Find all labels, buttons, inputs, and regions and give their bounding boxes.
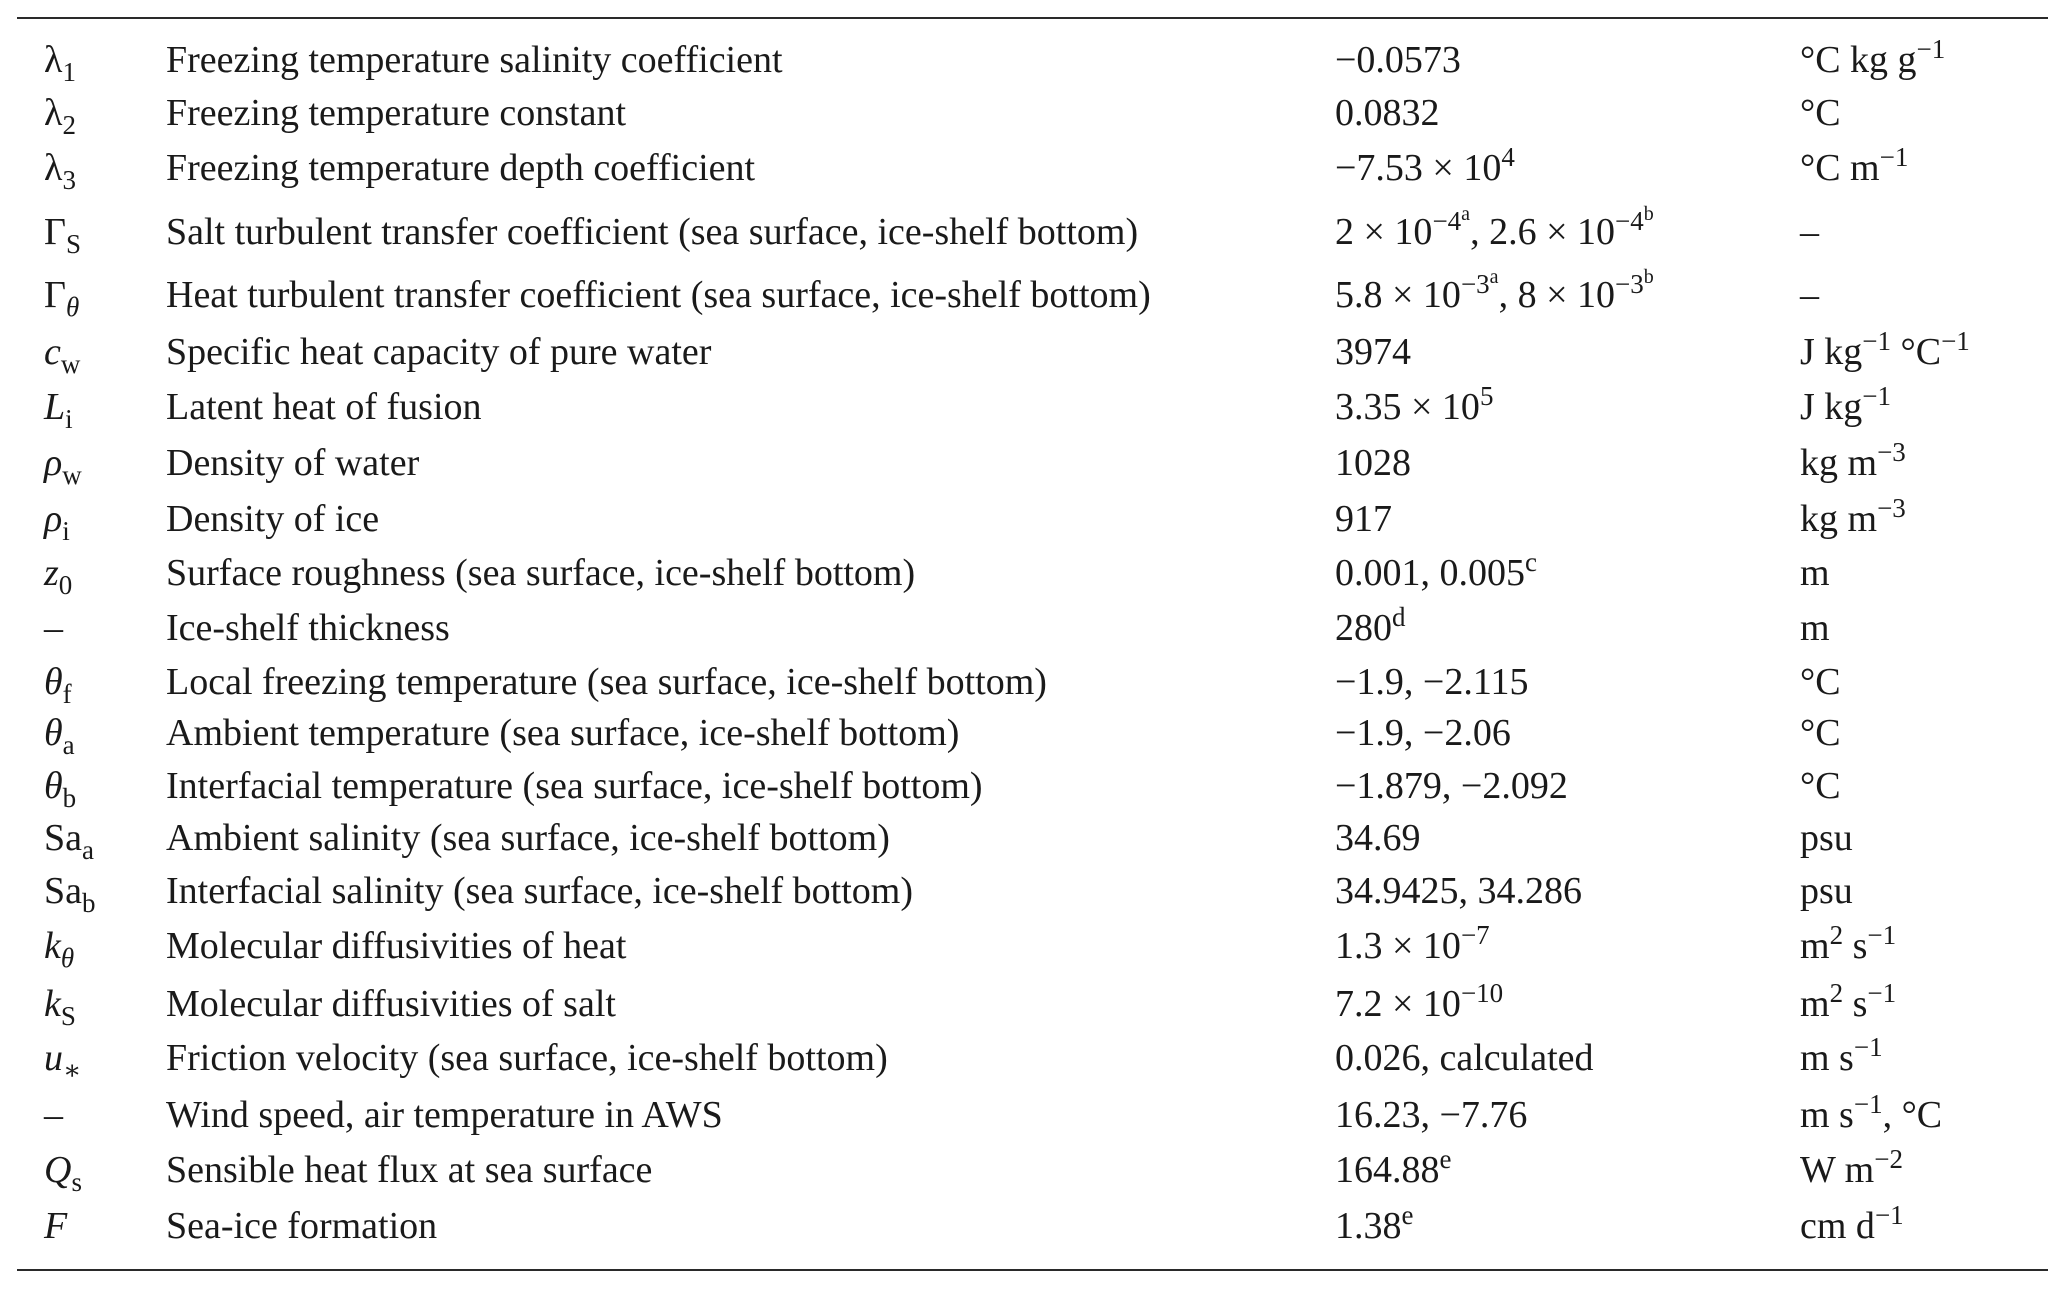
table-row: [0, 657, 2067, 707]
unit-segment: −1: [1916, 34, 1946, 64]
symbol-segment: θ: [44, 765, 63, 807]
value-segment: −3: [1615, 269, 1644, 299]
unit-cell: [1800, 1033, 1883, 1083]
value-cell: [1335, 708, 1511, 758]
description-cell: Freezing temperature salinity coefficient: [166, 39, 783, 81]
unit-segment: J kg: [1800, 386, 1863, 428]
value-cell: [1335, 1033, 1594, 1083]
symbol-cell: [44, 657, 72, 707]
symbol-segment: a: [62, 730, 75, 760]
table-row: [0, 708, 2067, 758]
description-cell: Friction velocity (sea surface, ice-shelf bottom): [166, 1037, 888, 1079]
value-segment: b: [1643, 266, 1654, 288]
value-segment: 1.38: [1335, 1205, 1402, 1247]
unit-segment: −1: [1941, 326, 1970, 356]
value-segment: 3.35 × 10: [1335, 386, 1480, 428]
value-segment: −7.53 × 10: [1335, 147, 1502, 189]
symbol-segment: L: [44, 386, 66, 428]
unit-cell: [1800, 603, 1830, 653]
symbol-segment: c: [44, 331, 61, 373]
description-cell: Local freezing temperature (sea surface, ice-shelf bottom): [166, 661, 1047, 703]
value-cell: [1335, 266, 1654, 320]
symbol-segment: λ: [44, 39, 63, 81]
unit-segment: −3: [1877, 493, 1906, 523]
unit-cell: [1800, 1201, 1904, 1251]
symbol-segment: Sa: [44, 870, 82, 912]
symbol-segment: u: [44, 1037, 63, 1079]
value-segment: a: [1461, 203, 1471, 225]
unit-segment: psu: [1800, 870, 1853, 912]
symbol-cell: [44, 548, 72, 598]
description-cell: Wind speed, air temperature in AWS: [166, 1094, 723, 1136]
unit-segment: −1: [1862, 326, 1892, 356]
value-cell: [1335, 548, 1537, 598]
unit-cell: [1800, 438, 1906, 488]
table-row: [0, 603, 2067, 653]
value-segment: 5: [1479, 381, 1494, 411]
unit-segment: psu: [1800, 817, 1853, 859]
unit-segment: −1: [1862, 381, 1892, 411]
unit-segment: –: [1800, 211, 1819, 253]
table-row: [0, 979, 2067, 1029]
unit-cell: [1800, 657, 1841, 707]
value-segment: 3974: [1335, 331, 1411, 373]
unit-cell: [1800, 866, 1853, 916]
unit-segment: s: [1843, 983, 1868, 1025]
value-segment: 280: [1335, 607, 1392, 649]
symbol-cell: [44, 88, 76, 138]
symbol-cell: [44, 1145, 82, 1195]
symbol-cell: [44, 207, 81, 257]
unit-segment: m s: [1800, 1094, 1854, 1136]
symbol-cell: [44, 270, 79, 320]
symbol-segment: λ: [44, 92, 63, 134]
value-cell: [1335, 761, 1568, 811]
symbol-cell: [44, 382, 73, 432]
unit-segment: kg m: [1800, 498, 1878, 540]
value-segment: 164.88: [1335, 1149, 1440, 1191]
unit-segment: −3: [1877, 437, 1906, 467]
symbol-segment: S: [65, 229, 81, 259]
symbol-segment: z: [44, 552, 59, 594]
value-cell: [1335, 88, 1440, 138]
unit-cell: [1800, 143, 1908, 193]
value-cell: [1335, 866, 1582, 916]
value-cell: [1335, 657, 1528, 707]
unit-cell: [1800, 382, 1891, 432]
value-segment: −0.0573: [1335, 39, 1461, 81]
value-cell: [1335, 438, 1411, 488]
symbol-cell: [44, 866, 96, 916]
unit-segment: °C: [1891, 331, 1942, 373]
unit-segment: °C: [1800, 712, 1841, 754]
table-row: [0, 382, 2067, 432]
value-cell: [1335, 1201, 1413, 1251]
unit-segment: m: [1800, 552, 1830, 594]
symbol-segment: Sa: [44, 817, 82, 859]
table-top-rule: [17, 17, 2048, 19]
value-segment: 1.3 × 10: [1335, 925, 1461, 967]
unit-segment: −1: [1867, 978, 1897, 1008]
value-segment: 34.9425, 34.286: [1335, 870, 1582, 912]
description-cell: Latent heat of fusion: [166, 386, 482, 428]
description-cell: Ambient temperature (sea surface, ice-shelf bottom): [166, 712, 960, 754]
value-segment: −3: [1460, 269, 1490, 299]
unit-segment: m: [1800, 607, 1830, 649]
unit-segment: m: [1800, 983, 1830, 1025]
value-segment: −7: [1460, 920, 1490, 950]
symbol-segment: F: [44, 1205, 68, 1247]
symbol-segment: ρ: [44, 442, 63, 484]
symbol-cell: [44, 761, 76, 811]
unit-segment: –: [1800, 274, 1819, 316]
table-row: [0, 143, 2067, 193]
value-segment: 0.0832: [1335, 92, 1440, 134]
value-segment: 16.23, −7.76: [1335, 1094, 1528, 1136]
value-segment: e: [1439, 1144, 1452, 1174]
symbol-cell: [44, 979, 76, 1029]
symbol-segment: –: [44, 1094, 63, 1136]
symbol-segment: Q: [44, 1149, 72, 1191]
symbol-cell: [44, 1201, 67, 1251]
description-cell: Surface roughness (sea surface, ice-shelf bottom): [166, 552, 916, 594]
unit-segment: −1: [1874, 1200, 1904, 1230]
table-row: [0, 35, 2067, 85]
symbol-segment: 3: [62, 165, 76, 195]
unit-segment: 2: [1829, 920, 1844, 950]
symbol-segment: s: [71, 1167, 82, 1197]
unit-segment: J kg: [1800, 331, 1863, 373]
value-segment: 1028: [1335, 442, 1411, 484]
unit-segment: −1: [1853, 1032, 1883, 1062]
unit-segment: −1: [1853, 1089, 1883, 1119]
value-segment: , 2.6 × 10: [1470, 211, 1615, 253]
unit-cell: [1800, 327, 1970, 377]
value-cell: [1335, 603, 1406, 653]
description-cell: Freezing temperature constant: [166, 92, 627, 134]
table-row: [0, 866, 2067, 916]
unit-segment: s: [1843, 925, 1868, 967]
description-cell: Interfacial temperature (sea surface, ice-shelf bottom): [166, 765, 983, 807]
unit-cell: [1800, 708, 1841, 758]
value-segment: 5.8 × 10: [1335, 274, 1461, 316]
symbol-segment: f: [62, 679, 72, 709]
value-segment: 0.026, calculated: [1335, 1037, 1594, 1079]
unit-cell: [1800, 35, 1945, 85]
symbol-segment: b: [82, 888, 96, 918]
unit-cell: [1800, 88, 1841, 138]
value-cell: [1335, 1145, 1451, 1195]
description-cell: Molecular diffusivities of salt: [166, 983, 616, 1025]
symbol-segment: S: [60, 1001, 76, 1031]
value-segment: −4: [1615, 206, 1644, 236]
table-row: [0, 327, 2067, 377]
description-cell: Salt turbulent transfer coefficient (sea surface, ice-shelf bottom): [166, 211, 1139, 253]
unit-cell: [1800, 979, 1896, 1029]
table-row: [0, 203, 2067, 259]
unit-cell: [1800, 761, 1841, 811]
symbol-segment: θ: [65, 292, 80, 322]
unit-segment: W m: [1800, 1149, 1875, 1191]
table-row: [0, 1033, 2067, 1083]
symbol-segment: i: [65, 404, 73, 434]
symbol-segment: 2: [62, 110, 76, 140]
value-segment: , 8 × 10: [1498, 274, 1615, 316]
unit-segment: °C: [1800, 92, 1841, 134]
symbol-cell: [44, 143, 76, 193]
value-cell: [1335, 494, 1392, 544]
unit-segment: −1: [1867, 920, 1897, 950]
unit-segment: −1: [1879, 142, 1909, 172]
symbol-segment: k: [44, 983, 61, 1025]
value-segment: 917: [1335, 498, 1392, 540]
table-row: [0, 1090, 2067, 1140]
symbol-segment: Γ: [44, 211, 66, 253]
table-row: [0, 548, 2067, 598]
description-cell: Ice-shelf thickness: [166, 607, 450, 649]
value-segment: c: [1525, 547, 1537, 577]
unit-cell: [1800, 494, 1906, 544]
value-cell: [1335, 143, 1515, 193]
unit-cell: [1800, 270, 1819, 320]
unit-segment: cm d: [1800, 1205, 1875, 1247]
symbol-cell: [44, 708, 75, 758]
symbol-segment: λ: [44, 147, 63, 189]
value-cell: [1335, 203, 1654, 257]
value-segment: 2 × 10: [1335, 211, 1433, 253]
description-cell: Ambient salinity (sea surface, ice-shelf bottom): [166, 817, 890, 859]
unit-segment: −2: [1874, 1144, 1903, 1174]
description-cell: Specific heat capacity of pure water: [166, 331, 712, 373]
symbol-cell: [44, 1090, 63, 1140]
symbol-segment: 1: [62, 57, 76, 87]
symbol-segment: ∗: [63, 1055, 82, 1085]
value-segment: −1.9, −2.06: [1335, 712, 1511, 754]
symbol-cell: [44, 921, 74, 971]
value-cell: [1335, 813, 1421, 863]
unit-cell: [1800, 207, 1819, 257]
value-segment: −1.879, −2.092: [1335, 765, 1568, 807]
value-cell: [1335, 327, 1411, 377]
symbol-segment: a: [82, 835, 94, 865]
table-row: [0, 494, 2067, 544]
value-cell: [1335, 382, 1493, 432]
value-segment: d: [1392, 602, 1406, 632]
symbol-segment: i: [62, 516, 70, 546]
symbol-cell: [44, 1033, 81, 1083]
symbol-segment: –: [44, 607, 63, 649]
symbol-segment: k: [44, 925, 61, 967]
value-cell: [1335, 921, 1490, 971]
unit-segment: °C kg g: [1800, 39, 1917, 81]
value-segment: 4: [1501, 142, 1515, 172]
table-row: [0, 88, 2067, 138]
unit-segment: m s: [1800, 1037, 1854, 1079]
description-cell: Density of water: [166, 442, 420, 484]
description-cell: Density of ice: [166, 498, 380, 540]
table-row: [0, 266, 2067, 322]
symbol-segment: Γ: [44, 274, 66, 316]
table-row: [0, 761, 2067, 811]
table-bottom-rule: [17, 1269, 2048, 1271]
symbol-cell: [44, 603, 63, 653]
unit-cell: [1800, 813, 1853, 863]
value-segment: 7.2 × 10: [1335, 983, 1461, 1025]
value-cell: [1335, 35, 1461, 85]
value-segment: −1.9, −2.115: [1335, 661, 1529, 703]
unit-segment: °C m: [1800, 147, 1880, 189]
unit-cell: [1800, 921, 1896, 971]
symbol-segment: w: [62, 460, 82, 490]
unit-cell: [1800, 548, 1830, 598]
description-cell: Interfacial salinity (sea surface, ice-shelf bottom): [166, 870, 913, 912]
symbol-cell: [44, 813, 94, 863]
table-row: [0, 1201, 2067, 1251]
symbol-cell: [44, 327, 80, 377]
unit-segment: , °C: [1882, 1094, 1943, 1136]
unit-segment: 2: [1829, 978, 1844, 1008]
value-cell: [1335, 979, 1503, 1029]
description-cell: Sensible heat flux at sea surface: [166, 1149, 653, 1191]
symbol-segment: θ: [60, 943, 75, 973]
symbol-segment: 0: [58, 570, 73, 600]
symbol-segment: b: [62, 783, 77, 813]
unit-cell: [1800, 1090, 1942, 1140]
description-cell: Freezing temperature depth coefficient: [166, 147, 756, 189]
unit-segment: m: [1800, 925, 1830, 967]
unit-cell: [1800, 1145, 1903, 1195]
value-cell: [1335, 1090, 1527, 1140]
symbol-cell: [44, 438, 82, 488]
table-row: [0, 921, 2067, 971]
unit-segment: kg m: [1800, 442, 1878, 484]
symbol-segment: ρ: [44, 498, 63, 540]
table-row: [0, 813, 2067, 863]
description-cell: Sea-ice formation: [166, 1205, 438, 1247]
table-row: [0, 1145, 2067, 1195]
value-segment: −10: [1460, 978, 1504, 1008]
value-segment: e: [1401, 1200, 1414, 1230]
value-segment: a: [1489, 266, 1499, 288]
unit-segment: °C: [1800, 765, 1841, 807]
value-segment: −4: [1432, 206, 1462, 236]
description-cell: Molecular diffusivities of heat: [166, 925, 627, 967]
symbol-segment: θ: [44, 661, 63, 703]
symbol-cell: [44, 35, 76, 85]
value-segment: 0.001, 0.005: [1335, 552, 1525, 594]
value-segment: 34.69: [1335, 817, 1421, 859]
symbol-segment: w: [60, 349, 81, 379]
table-row: [0, 438, 2067, 488]
symbol-cell: [44, 494, 70, 544]
symbol-segment: θ: [44, 712, 63, 754]
description-cell: Heat turbulent transfer coefficient (sea surface, ice-shelf bottom): [166, 274, 1151, 316]
value-segment: b: [1643, 203, 1654, 225]
unit-segment: °C: [1800, 661, 1841, 703]
